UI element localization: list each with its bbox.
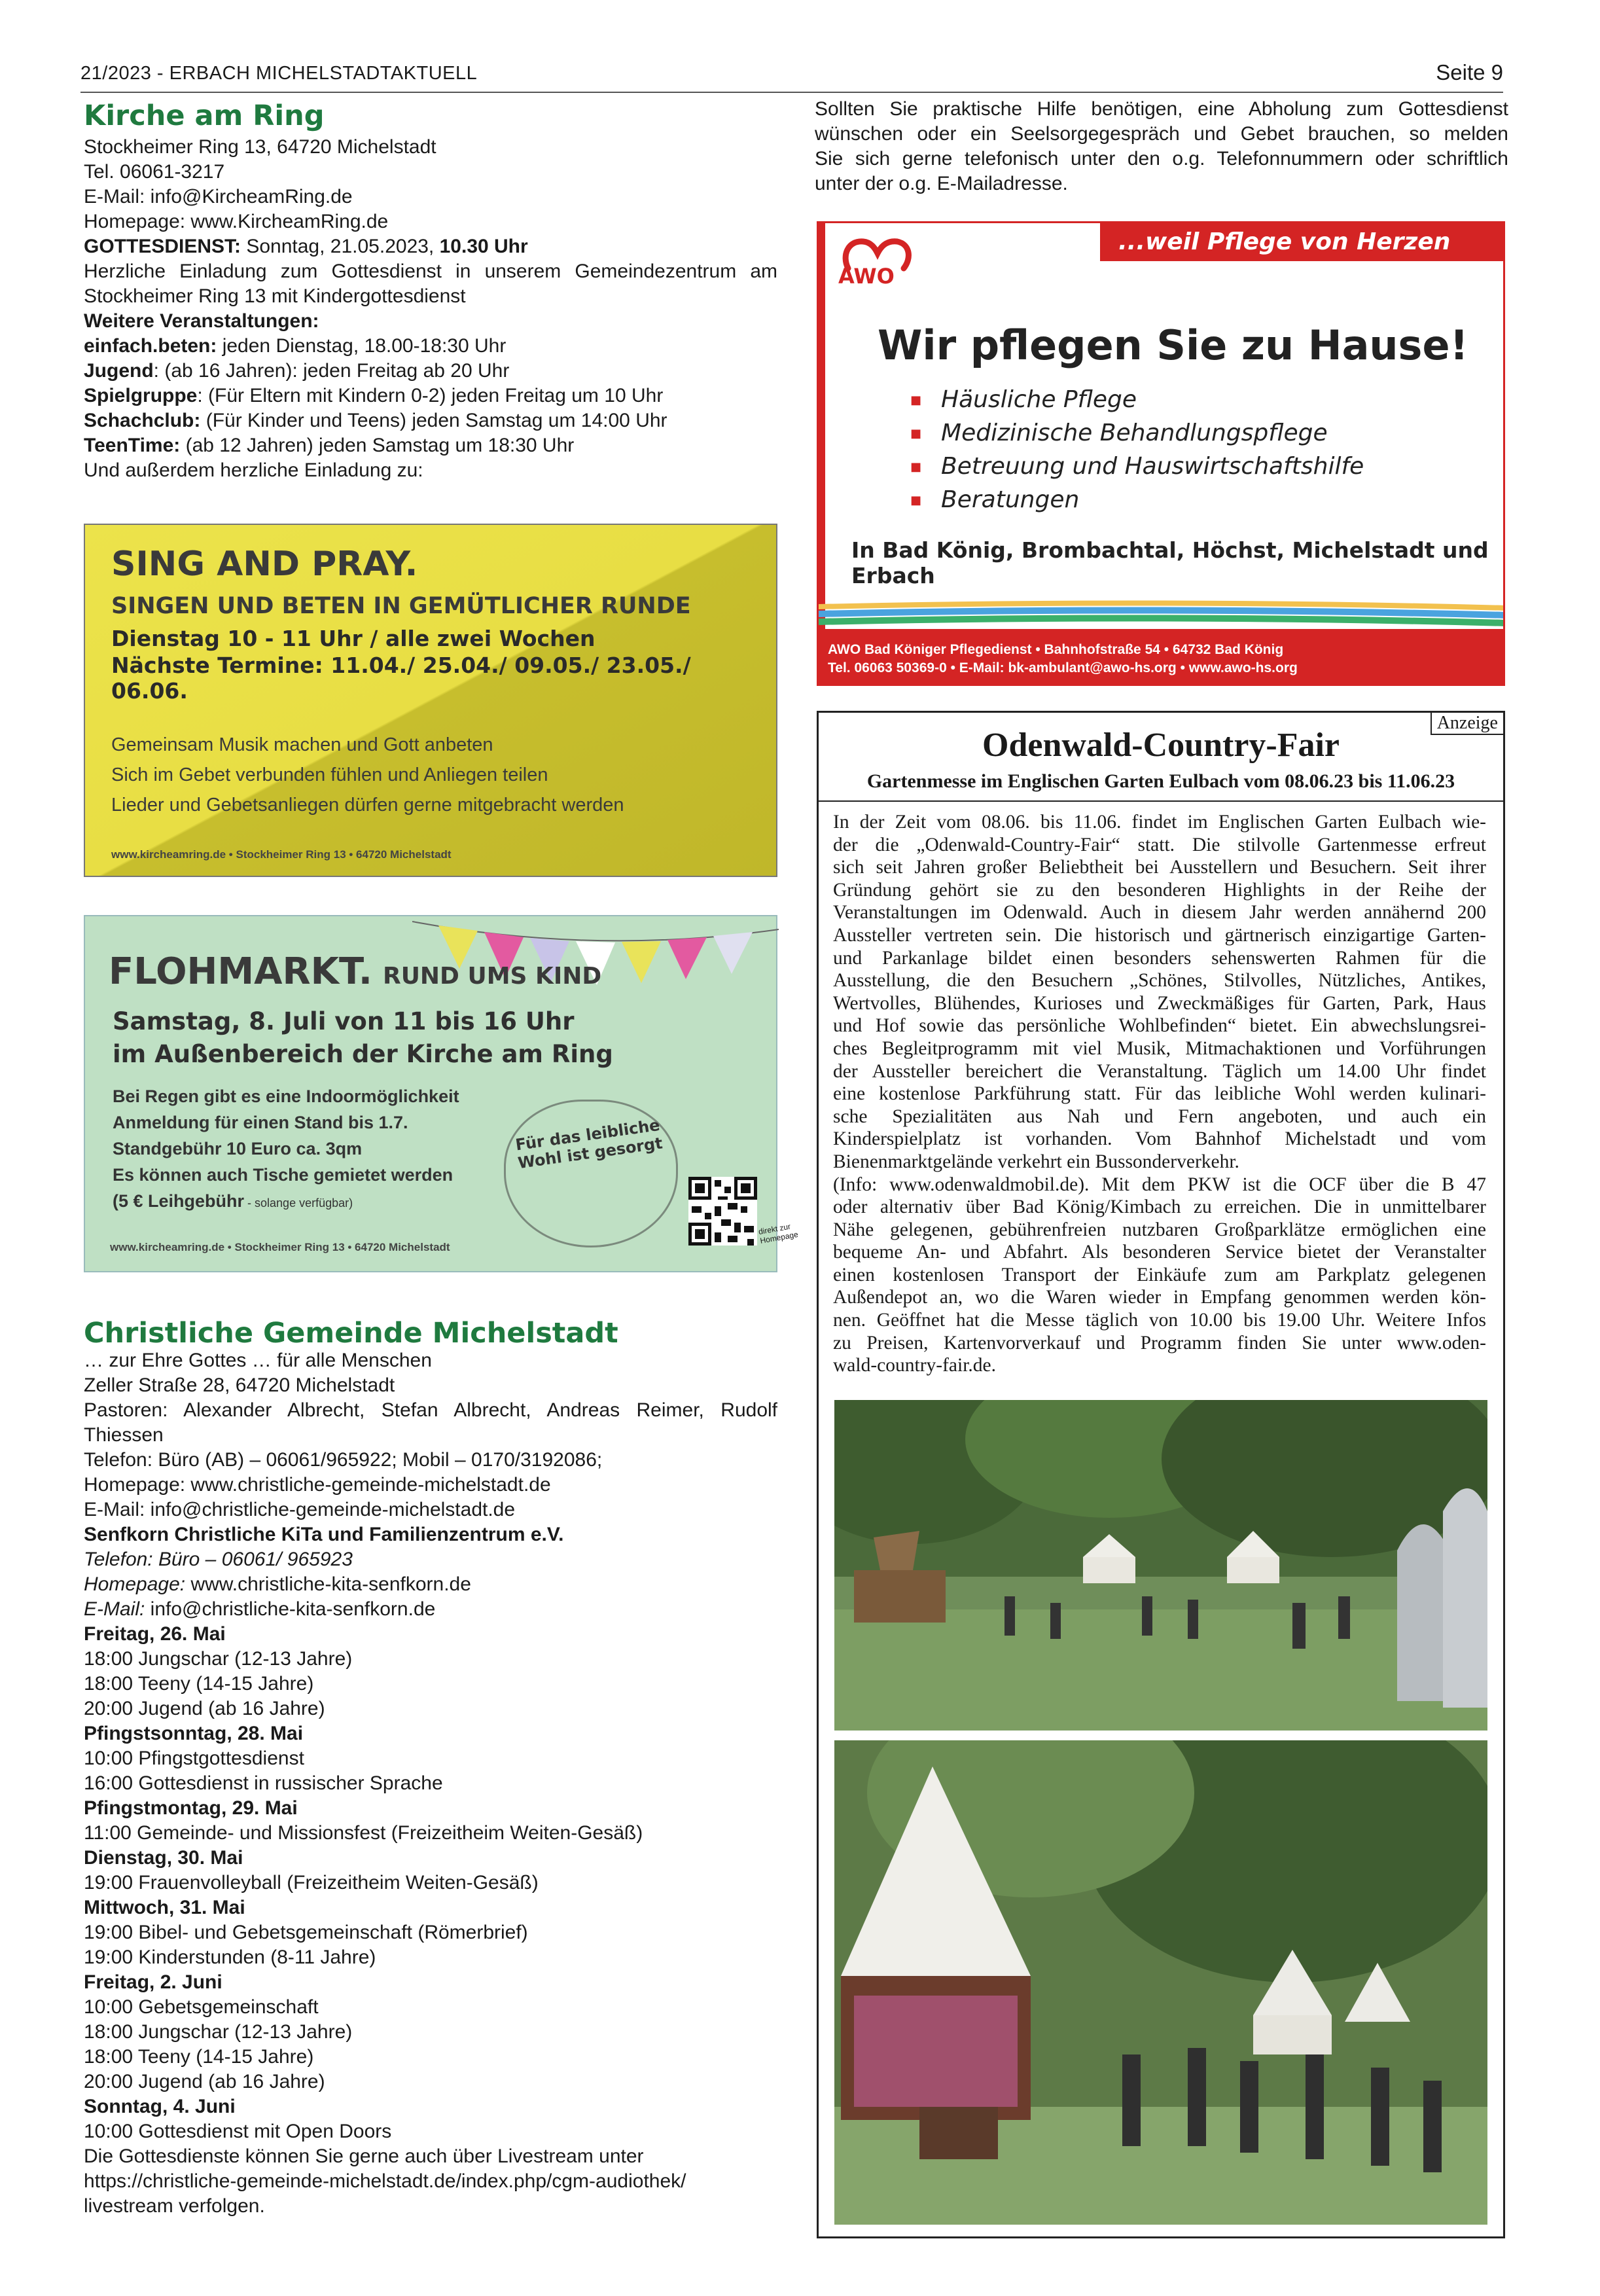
ocf-body xyxy=(833,811,1486,1377)
floh-ad-info-line: Anmeldung für einen Stand bis 1.7. xyxy=(113,1113,408,1132)
right-intro-line: Sie sich gerne telefonisch unter den o.g. Telefonnummern oder schriftlich xyxy=(815,148,1508,170)
awo-slogan: ...weil Pflege von Herzen kommt xyxy=(1100,223,1503,261)
sing-and-pray-ad xyxy=(84,524,777,877)
header-rule xyxy=(80,92,1503,93)
floh-ad-date-line: Samstag, 8. Juli von 11 bis 16 Uhr xyxy=(113,1007,575,1035)
ocf-body-line: oder alternativ über Bad König/Kimbach zu erreichen. Die in unmittelbarer xyxy=(833,1196,1486,1218)
flohmarkt-ad xyxy=(84,915,799,1272)
cgm-title: Christliche Gemeinde Michelstadt xyxy=(84,1317,618,1350)
cgm-item: 18:00 Jungschar (12-13 Jahre) xyxy=(84,2021,353,2043)
awo-logo: AWO xyxy=(838,264,895,289)
running-head: 21/2023 - ERBACH MICHELSTADTAKTUELL xyxy=(80,63,478,84)
awo-service-item: ■ Betreuung und Hauswirtschaftshilfe xyxy=(910,450,1364,484)
qr-code-icon xyxy=(688,1177,757,1246)
cgm-day: Freitag, 2. Juni xyxy=(84,1971,222,1993)
kirche-weitere: Weitere Veranstaltungen: xyxy=(84,310,319,332)
floh-ad-title: FLOHMARKT. RUND UMS KIND xyxy=(109,950,602,993)
cgm-kita-phone: Telefon: Büro – 06061/ 965923 xyxy=(84,1549,353,1570)
kirche-homepage: Homepage: www.KircheamRing.de xyxy=(84,211,389,232)
cgm-item: 18:00 Jungschar (12-13 Jahre) xyxy=(84,1648,353,1670)
ocf-body-line: wald-country-fair.de. xyxy=(833,1355,997,1376)
ocf-body-line: Nähe gelegenen, gebührenfreien nutzbaren Großparklätze ermöglichen eine xyxy=(833,1219,1486,1240)
floh-ad-date-line: im Außenbereich der Kirche am Ring xyxy=(113,1040,613,1068)
cgm-stream: Die Gottesdienste können Sie gerne auch über Livestream unter xyxy=(84,2145,644,2167)
cgm-item: 19:00 Frauenvolleyball (Freizeitheim Weiten-Gesäß) xyxy=(84,1872,539,1893)
kirche-event: Schachclub: (Für Kinder und Teens) jeden Samstag um 14:00 Uhr xyxy=(84,410,667,431)
floh-ad-wohl: Für das leibliche Wohl ist gesorgt xyxy=(514,1115,664,1173)
page-number: Seite 9 xyxy=(1436,60,1503,84)
cgm-stream: livestream verfolgen. xyxy=(84,2195,265,2217)
ocf-body-line: nen. Geöffnet hat die Messe täglich von 10.00 bis 19.00 Uhr. Weitere Infos xyxy=(833,1310,1486,1331)
sing-ad-title: SING AND PRAY. xyxy=(111,545,418,584)
sing-ad-dates: Nächste Termine: 11.04./ 25.04./ 09.05./ 23.05./ 06.06. xyxy=(111,653,691,704)
cgm-day: Sonntag, 4. Juni xyxy=(84,2096,236,2117)
cgm-day: Mittwoch, 31. Mai xyxy=(84,1897,245,1918)
ocf-body-line: Aussteller vertreten sein. Die historisch und gärtnerisch einzigartige Garten- xyxy=(833,924,1486,946)
floh-ad-date xyxy=(113,1005,613,1071)
sing-ad-when: Dienstag 10 - 11 Uhr / alle zwei Wochen xyxy=(111,626,596,651)
sing-ad-lines xyxy=(111,730,750,820)
ocf-body-line: Außendepot an, wo die Waren wieder in Empfang genommen werden kön- xyxy=(833,1287,1486,1308)
sing-ad-line: Gemeinsam Musik machen und Gott anbeten xyxy=(111,734,493,755)
awo-footer-line: AWO Bad Königer Pflegedienst • Bahnhofstraße 54 • 64732 Bad König xyxy=(828,642,1284,657)
floh-ad-info xyxy=(113,1083,459,1216)
fair-photo-2 xyxy=(834,1740,1487,2225)
cgm-kita-homepage: Homepage: www.christliche-kita-senfkorn.de xyxy=(84,1573,471,1595)
right-intro-line: Sollten Sie praktische Hilfe benötigen, eine Abholung zum Gottesdienst xyxy=(815,98,1508,120)
cgm-stream-link[interactable]: https://christliche-gemeinde-michelstadt.de/index.php/cgm-audiothek/ xyxy=(84,2170,686,2192)
floh-ad-info-line: Es können auch Tische gemietet werden xyxy=(113,1165,453,1185)
ocf-body-line: der die „Odenwald-Country-Fair“ statt. Die stilvolle Gartenmesse erfreut xyxy=(833,834,1486,855)
awo-service-item: ■ Medizinische Behandlungspflege xyxy=(910,417,1364,450)
cgm-address: Zeller Straße 28, 64720 Michelstadt xyxy=(84,1374,395,1396)
ocf-body-line: sche Spezialitäten aus Nah und Fern angeboten, und auch ein xyxy=(833,1105,1486,1127)
kirche-email: E-Mail: info@KircheamRing.de xyxy=(84,186,353,207)
ocf-body-line: zu Preisen, Kartenvorverkauf und Programm finden Sie unter www.oden- xyxy=(833,1332,1486,1354)
awo-service-list xyxy=(910,384,1364,517)
cgm-item: 18:00 Teeny (14-15 Jahre) xyxy=(84,2046,314,2068)
cgm-item: 10:00 Pfingstgottesdienst xyxy=(84,1748,304,1769)
cgm-kita-email: E-Mail: info@christliche-kita-senfkorn.de xyxy=(84,1598,436,1620)
cgm-tagline: … zur Ehre Gottes … für alle Menschen xyxy=(84,1350,432,1371)
ocf-body-line: Kinderspielplatz ist vorhanden. Vom Bahnhof Michelstadt und vom xyxy=(833,1128,1486,1150)
cgm-item: 10:00 Gottesdienst mit Open Doors xyxy=(84,2121,392,2142)
ocf-subtitle-rule xyxy=(819,800,1503,802)
cgm-day: Pfingstsonntag, 28. Mai xyxy=(84,1723,304,1744)
awo-stripes xyxy=(819,599,1505,628)
ocf-body-line: In der Zeit vom 08.06. bis 11.06. findet im Englischen Garten Eulbach wie- xyxy=(833,812,1486,833)
ocf-body-line: einen kostenlosen Transport der Einkäufe zum am Parkplatz gelegenen xyxy=(833,1264,1486,1285)
kirche-event: Spielgruppe: (Für Eltern mit Kindern 0-2) jeden Freitag um 10 Uhr xyxy=(84,385,664,406)
cgm-day: Freitag, 26. Mai xyxy=(84,1623,226,1645)
cgm-item: 18:00 Teeny (14-15 Jahre) xyxy=(84,1673,314,1695)
cgm-text xyxy=(84,1348,777,2219)
kirche-closing: Und außerdem herzliche Einladung zu: xyxy=(84,459,423,481)
ocf-body-line: (Info: www.odenwaldmobil.de). Mit dem PKW ist die OCF über die B 47 xyxy=(833,1174,1486,1195)
cgm-item: 20:00 Jugend (ab 16 Jahre) xyxy=(84,2071,325,2092)
awo-ad xyxy=(817,221,1505,686)
kirche-text xyxy=(84,135,777,483)
floh-ad-info-line: Bei Regen gibt es eine Indoormöglichkeit xyxy=(113,1086,459,1106)
ocf-body-line: Gründung gehört sie zu den besonderen Highlights in der Reihe der xyxy=(833,879,1486,901)
cgm-phone: Telefon: Büro (AB) – 06061/965922; Mobil – 0170/3192086; xyxy=(84,1449,603,1471)
kirche-event: TeenTime: (ab 12 Jahren) jeden Samstag um 18:30 Uhr xyxy=(84,435,575,456)
cgm-kita: Senfkorn Christliche KiTa und Familienzentrum e.V. xyxy=(84,1524,564,1545)
kirche-section xyxy=(84,97,777,483)
awo-orte: In Bad König, Brombachtal, Höchst, Michelstadt und Erbach xyxy=(851,537,1489,588)
right-intro xyxy=(815,97,1508,196)
ocf-body-line: der Aussteller bereichert die Veranstaltung. Täglich um 14.00 Uhr findet xyxy=(833,1060,1486,1082)
kirche-invite-line: Stockheimer Ring 13 mit Kindergottesdienst xyxy=(84,285,466,307)
kirche-phone: Tel. 06061-3217 xyxy=(84,161,225,183)
cgm-pastoren: Thiessen xyxy=(84,1424,164,1446)
cgm-item: 19:00 Bibel- und Gebetsgemeinschaft (Römerbrief) xyxy=(84,1922,528,1943)
awo-headline: Wir pflegen Sie zu Hause! xyxy=(878,321,1468,369)
cgm-day: Pfingstmontag, 29. Mai xyxy=(84,1797,298,1819)
cgm-homepage: Homepage: www.christliche-gemeinde-michelstadt.de xyxy=(84,1474,551,1496)
ocf-body-line: bequeme An- und Abfahrt. Als besonderen Service bietet der Veranstalter xyxy=(833,1242,1486,1263)
awo-footer-line: Tel. 06063 50369-0 • E-Mail: bk-ambulant@awo-hs.org • www.awo-hs.org xyxy=(828,660,1298,675)
cgm-pastoren: Pastoren: Alexander Albrecht, Stefan Albrecht, Andreas Reimer, Rudolf xyxy=(84,1399,777,1421)
right-intro-line: wünschen oder ein Seelsorgegespräch und Gebet brauchen, so melden xyxy=(815,123,1508,145)
cgm-item: 16:00 Gottesdienst in russischer Sprache xyxy=(84,1772,443,1794)
cgm-item: 10:00 Gebetsgemeinschaft xyxy=(84,1996,319,2018)
kirche-gottesdienst: GOTTESDIENST: Sonntag, 21.05.2023, 10.30 Uhr xyxy=(84,236,528,257)
fair-photo-1 xyxy=(834,1400,1487,1731)
ocf-body-line: Bienenmarktgelände verkehrt ein Bussonderverkehr. xyxy=(833,1151,1239,1172)
ocf-body-line: sich seit Jahren großer Beliebtheit bei Ausstellern und Besuchern. Seit ihrer xyxy=(833,857,1486,878)
cgm-day: Dienstag, 30. Mai xyxy=(84,1847,243,1869)
cgm-item: 11:00 Gemeinde- und Missionsfest (Freizeitheim Weiten-Gesäß) xyxy=(84,1822,643,1844)
sing-ad-subtitle: SINGEN UND BETEN IN GEMÜTLICHER RUNDE xyxy=(111,593,691,619)
ocf-ad xyxy=(817,711,1505,2238)
floh-ad-fee: (5 € Leihgebühr - solange verfügbar) xyxy=(113,1191,353,1211)
floh-ad-qr-label: direkt zur Homepage xyxy=(758,1221,799,1246)
kirche-event: Jugend: (ab 16 Jahren): jeden Freitag ab 20 Uhr xyxy=(84,360,510,382)
awo-service-item: ■ Beratungen xyxy=(910,484,1364,517)
ocf-body-line: und Hof sowie das persönliche Wohlbefinden“ bietet. Ein abwechslungsrei- xyxy=(833,1015,1486,1037)
kirche-address: Stockheimer Ring 13, 64720 Michelstadt xyxy=(84,136,436,158)
sing-ad-line: Lieder und Gebetsanliegen dürfen gerne mitgebracht werden xyxy=(111,795,624,816)
floh-ad-footer: www.kircheamring.de • Stockheimer Ring 13 • 64720 Michelstadt xyxy=(110,1241,450,1253)
kirche-event: einfach.beten: jeden Dienstag, 18.00-18:30 Uhr xyxy=(84,335,507,357)
kirche-invite-line: Herzliche Einladung zum Gottesdienst in unserem Gemeindezentrum am xyxy=(84,260,777,282)
ocf-body-line: eine kostenlose Parkführung statt. Für das leibliche Wohl werden kulinari- xyxy=(833,1083,1486,1105)
ocf-body-line: ches Begleitprogramm mit viel Musik, Mitmachaktionen und Vorführungen xyxy=(833,1037,1486,1059)
floh-ad-info-line: Standgebühr 10 Euro ca. 3qm xyxy=(113,1139,363,1158)
right-intro-line: unter der o.g. E-Mailadresse. xyxy=(815,173,1068,194)
ocf-subtitle: Gartenmesse im Englischen Garten Eulbach vom 08.06.23 bis 11.06.23 xyxy=(866,770,1455,792)
awo-service-item: ■ Häusliche Pflege xyxy=(910,384,1364,417)
ocf-body-line: Wertvolles, Blühendes, Kurioses und Zweckmäßiges für Garten, Park, Haus xyxy=(833,992,1486,1014)
ocf-title: Odenwald-Country-Fair xyxy=(982,726,1340,764)
cgm-item: 20:00 Jugend (ab 16 Jahre) xyxy=(84,1698,325,1719)
kirche-title: Kirche am Ring xyxy=(84,99,325,132)
sing-ad-footer: www.kircheamring.de • Stockheimer Ring 13 • 64720 Michelstadt xyxy=(111,848,452,861)
awo-footer xyxy=(819,629,1503,684)
ocf-body-line: Ausstellung, die den Besuchern „Schönes, Stilvolles, Nützliches, Antikes, xyxy=(833,970,1486,992)
sing-ad-line: Sich im Gebet verbunden fühlen und Anliegen teilen xyxy=(111,764,548,785)
cgm-item: 19:00 Kinderstunden (8-11 Jahre) xyxy=(84,1946,376,1968)
ocf-body-line: und Parkanlage bildet einen besonders sehenswerten Rahmen für die xyxy=(833,947,1486,969)
cgm-section xyxy=(84,1314,777,2219)
ocf-anzeige-tag: Anzeige xyxy=(1431,713,1503,735)
ocf-body-line: Veranstaltungen im Odenwald. Auch in diesem Jahr werden annähernd 200 xyxy=(833,902,1486,924)
cgm-email: E-Mail: info@christliche-gemeinde-michelstadt.de xyxy=(84,1499,516,1520)
